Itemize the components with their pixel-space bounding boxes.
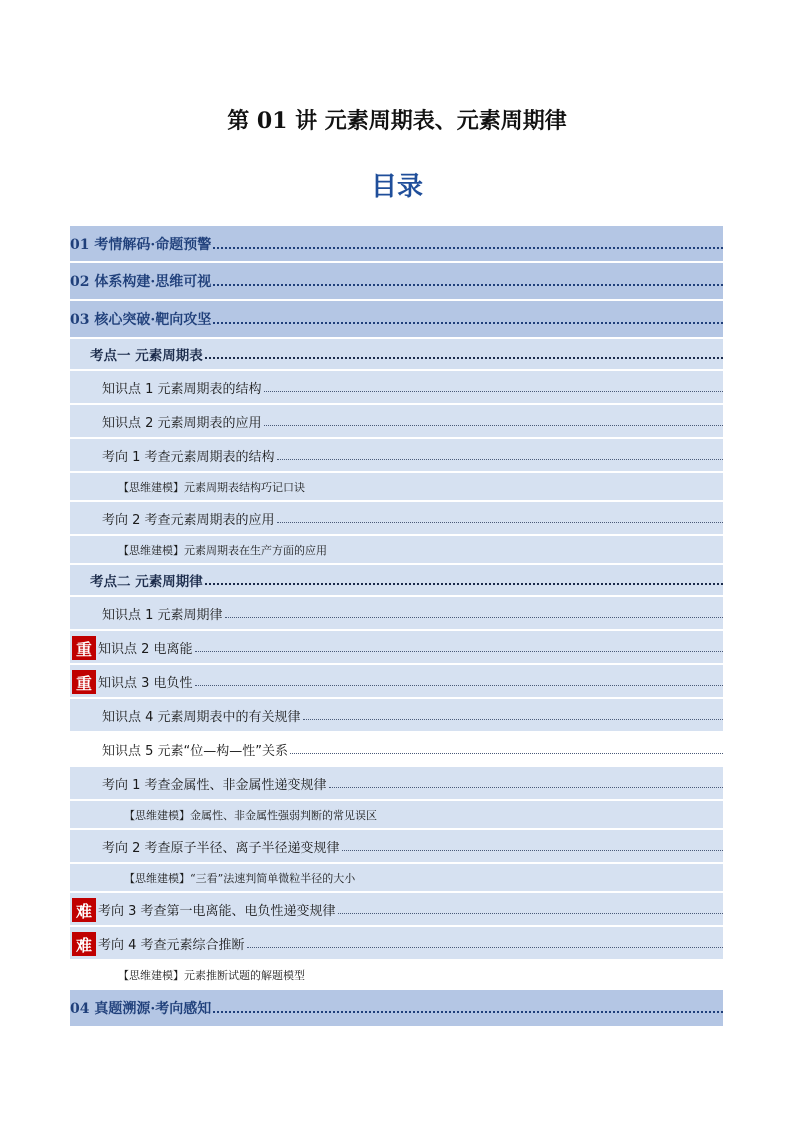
toc-knowledge-item[interactable] <box>70 371 723 405</box>
toc-model-item[interactable] <box>70 864 723 893</box>
toc-section-04[interactable] <box>70 990 723 1028</box>
dot-leader <box>213 322 723 324</box>
toc-direction-item[interactable] <box>70 439 723 473</box>
toc-entry-label: 考向 4 考查元素综合推断 <box>98 937 245 953</box>
dot-leader <box>329 787 723 788</box>
toc-entry-label: 【思维建模】“三看”法速判简单微粒半径的大小 <box>124 871 356 885</box>
toc-knowledge-item[interactable] <box>70 631 723 665</box>
toc-entry-label: 知识点 5 元素“位—构—性”关系 <box>102 743 289 759</box>
toc-entry-label: 知识点 4 元素周期表中的有关规律 <box>102 709 301 725</box>
dot-leader <box>213 284 723 286</box>
toc-model-item[interactable] <box>70 473 723 502</box>
dot-leader <box>205 357 723 359</box>
dot-leader <box>290 753 723 754</box>
toc-entry-label: 考向 1 考查金属性、非金属性递变规律 <box>102 777 327 793</box>
toc-point-2[interactable] <box>70 565 723 597</box>
dot-leader <box>264 425 723 426</box>
toc-model-item[interactable] <box>70 961 723 990</box>
toc-entry-label: 04 真题溯源·考向感知 <box>70 1001 212 1017</box>
dot-leader <box>213 1011 723 1013</box>
toc-section-02[interactable] <box>70 263 723 301</box>
dot-leader <box>264 391 723 392</box>
toc-direction-item[interactable] <box>70 502 723 536</box>
difficult-point-badge: 难 <box>72 898 96 922</box>
toc-knowledge-item[interactable] <box>70 665 723 699</box>
toc-entry-label: 考点一 元素周期表 <box>90 348 203 364</box>
key-point-badge: 重 <box>72 670 96 694</box>
toc-entry-label: 【思维建模】金属性、非金属性强弱判断的常见误区 <box>124 808 377 822</box>
dot-leader <box>195 651 723 652</box>
toc-section-03[interactable] <box>70 301 723 339</box>
toc-entry-label: 02 体系构建·思维可视 <box>70 274 212 290</box>
toc-knowledge-item[interactable] <box>70 405 723 439</box>
difficult-point-badge: 难 <box>72 932 96 956</box>
toc-direction-item[interactable] <box>70 893 723 927</box>
toc-direction-item[interactable] <box>70 830 723 864</box>
toc-knowledge-item[interactable] <box>70 597 723 631</box>
toc-entry-label: 知识点 1 元素周期表的结构 <box>102 381 262 397</box>
toc-entry-label: 考向 3 考查第一电离能、电负性递变规律 <box>98 903 336 919</box>
toc-direction-item[interactable] <box>70 927 723 961</box>
document-title: 第 01 讲 元素周期表、元素周期律 <box>227 108 567 134</box>
dot-leader <box>213 247 723 249</box>
dot-leader <box>195 685 723 686</box>
table-of-contents <box>70 226 723 1028</box>
dot-leader <box>205 583 723 585</box>
toc-entry-label: 03 核心突破·靶向攻坚 <box>70 312 212 328</box>
toc-heading: 目录 <box>370 172 423 202</box>
toc-direction-item[interactable] <box>70 767 723 801</box>
toc-entry-label: 考向 2 考查元素周期表的应用 <box>102 512 275 528</box>
dot-leader <box>277 522 723 523</box>
key-point-badge: 重 <box>72 636 96 660</box>
dot-leader <box>225 617 723 618</box>
toc-knowledge-item[interactable] <box>70 699 723 733</box>
toc-entry-label: 【思维建模】元素周期表结构巧记口诀 <box>118 480 305 494</box>
toc-section-01[interactable] <box>70 226 723 263</box>
dot-leader <box>338 913 723 914</box>
toc-entry-label: 知识点 2 电离能 <box>98 641 193 657</box>
dot-leader <box>303 719 723 720</box>
toc-entry-label: 考向 1 考查元素周期表的结构 <box>102 449 275 465</box>
toc-entry-label: 考向 2 考查原子半径、离子半径递变规律 <box>102 840 340 856</box>
toc-entry-label: 考点二 元素周期律 <box>90 574 203 590</box>
toc-entry-label: 【思维建模】元素周期表在生产方面的应用 <box>118 543 327 557</box>
toc-model-item[interactable] <box>70 801 723 830</box>
toc-entry-label: 知识点 3 电负性 <box>98 675 193 691</box>
dot-leader <box>342 850 723 851</box>
toc-model-item[interactable] <box>70 536 723 565</box>
toc-point-1[interactable] <box>70 339 723 371</box>
toc-entry-label: 【思维建模】元素推断试题的解题模型 <box>118 968 305 982</box>
dot-leader <box>247 947 723 948</box>
toc-entry-label: 知识点 2 元素周期表的应用 <box>102 415 262 431</box>
dot-leader <box>277 459 723 460</box>
toc-knowledge-item[interactable] <box>70 733 723 767</box>
toc-entry-label: 01 考情解码·命题预警 <box>70 236 212 253</box>
toc-entry-label: 知识点 1 元素周期律 <box>102 607 223 623</box>
